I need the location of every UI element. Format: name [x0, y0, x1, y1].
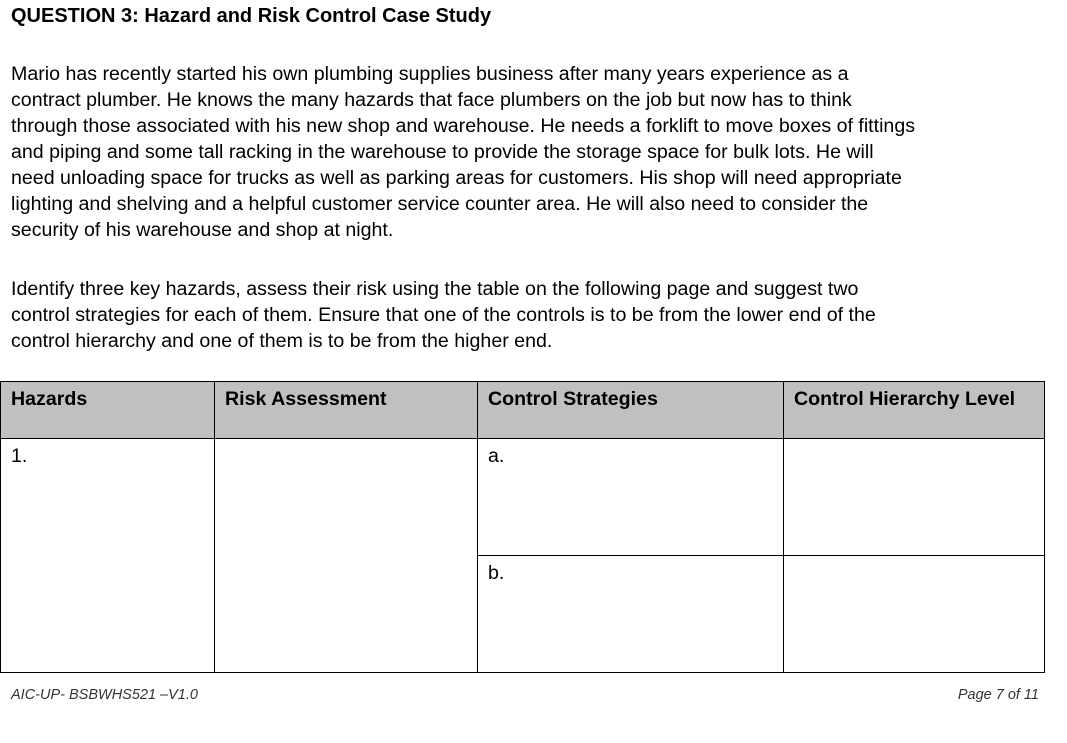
risk-assessment-cell[interactable] [215, 439, 478, 673]
control-strategy-a-cell[interactable]: a. [478, 439, 784, 556]
hierarchy-level-b-cell[interactable] [784, 556, 1045, 673]
table-header-row [1, 382, 1045, 439]
paragraph-line: security of his warehouse and shop at night. [11, 219, 394, 241]
paragraph-line: need unloading space for trucks as well as parking areas for customers. His shop will need appropriate [11, 167, 902, 189]
paragraph-line: through those associated with his new shop and warehouse. He needs a forklift to move boxes of fittings [11, 115, 916, 137]
header-control-hierarchy-level: Control Hierarchy Level [784, 382, 1045, 439]
control-strategy-b-cell[interactable]: b. [478, 556, 784, 673]
hazard-cell[interactable]: 1. [1, 439, 215, 673]
instructions-paragraph [11, 276, 1063, 354]
hierarchy-level-a-cell[interactable] [784, 439, 1045, 556]
question-heading: QUESTION 3: Hazard and Risk Control Case Study [11, 5, 492, 27]
header-hazards: Hazards [1, 382, 215, 439]
table-row [1, 439, 1045, 556]
paragraph-line: contract plumber. He knows the many hazards that face plumbers on the job but now has to think [11, 89, 852, 111]
hazard-risk-table [0, 381, 1045, 673]
paragraph-line: Identify three key hazards, assess their risk using the table on the following page and suggest two [11, 278, 859, 300]
paragraph-line: and piping and some tall racking in the warehouse to provide the storage space for bulk lots. He will [11, 141, 874, 163]
paragraph-line: Mario has recently started his own plumbing supplies business after many years experience as a [11, 63, 849, 85]
header-control-strategies: Control Strategies [478, 382, 784, 439]
footer-page-number: Page 7 of 11 [957, 687, 1039, 703]
case-study-paragraph [11, 61, 1063, 243]
header-risk-assessment: Risk Assessment [215, 382, 478, 439]
paragraph-line: control hierarchy and one of them is to be from the higher end. [11, 330, 553, 352]
paragraph-line: control strategies for each of them. Ensure that one of the controls is to be from the lower end of the [11, 304, 876, 326]
footer-document-code: AIC-UP- BSBWHS521 –V1.0 [11, 687, 198, 703]
paragraph-line: lighting and shelving and a helpful customer service counter area. He will also need to consider the [11, 193, 869, 215]
